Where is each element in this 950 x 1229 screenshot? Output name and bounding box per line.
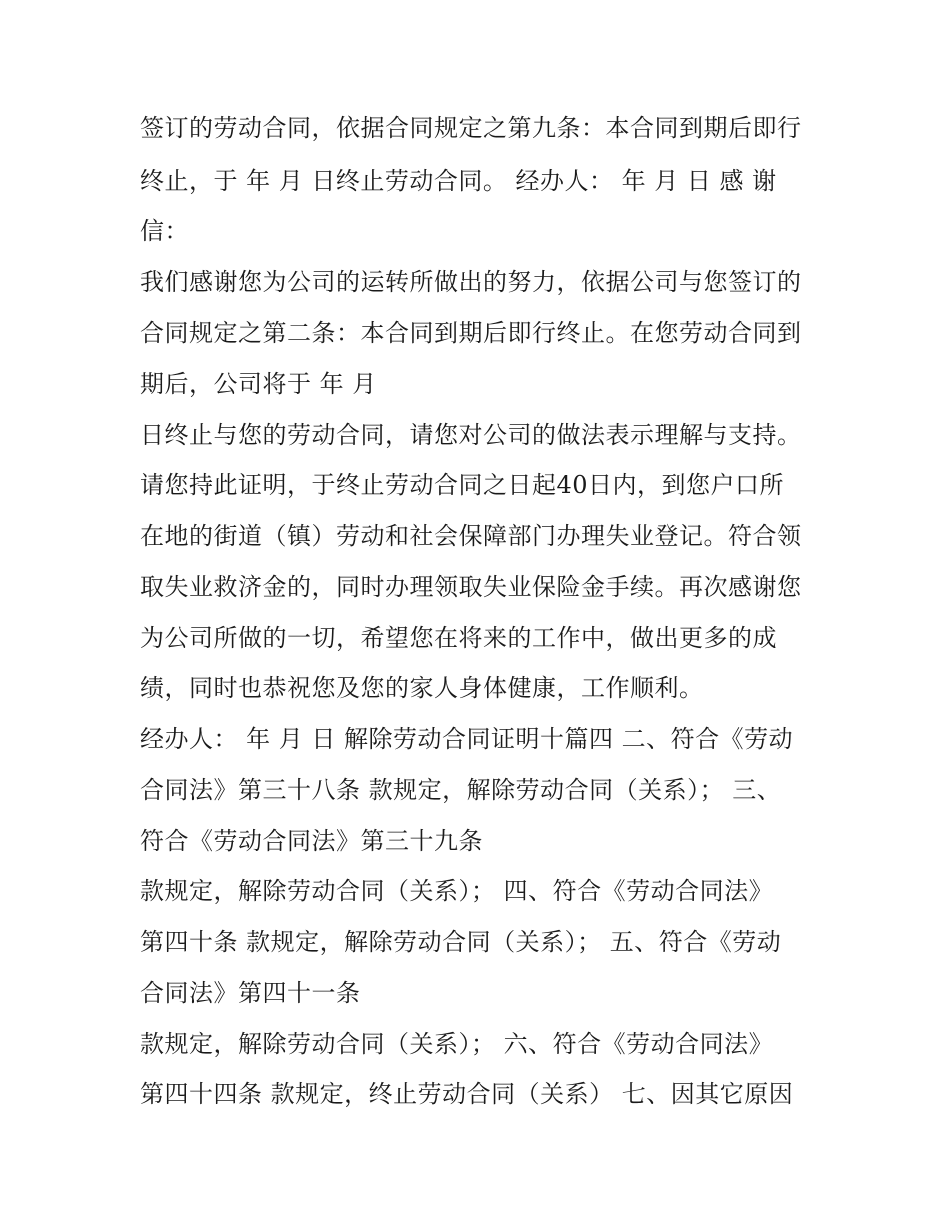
text-line: 期后，公司将于 年 月 <box>140 370 377 398</box>
text-line: 为公司所做的一切，希望您在将来的工作中，做出更多的成 <box>140 624 777 652</box>
text-line: 合同规定之第二条：本合同到期后即行终止。在您劳动合同到 <box>140 319 802 347</box>
text-line: 终止，于 年 月 日终止劳动合同。 经办人： 年 月 日 感 谢 <box>140 167 777 195</box>
text-line: 签订的劳动合同，依据合同规定之第九条：本合同到期后即行 <box>140 114 802 142</box>
text-line: 款规定，解除劳动合同（关系）； 四、符合《劳动合同法》 <box>140 877 774 905</box>
text-line: 日终止与您的劳动合同，请您对公司的做法表示理解与支持。 <box>140 421 802 449</box>
text-line: 绩，同时也恭祝您及您的家人身体健康，工作顺利。 <box>140 674 704 702</box>
text-line: 在地的街道（镇）劳动和社会保障部门办理失业登记。符合领 <box>140 522 802 550</box>
text-line: 信： <box>140 217 189 245</box>
text-line: 符合《劳动合同法》第三十九条 <box>140 827 483 855</box>
text-line: 第四十条 款规定，解除劳动合同（关系）； 五、符合《劳动 <box>140 928 782 956</box>
text-line: 取失业救济金的，同时办理领取失业保险金手续。再次感谢您 <box>140 573 802 601</box>
text-line: 合同法》第四十一条 <box>140 979 361 1007</box>
text-line: 第四十四条 款规定，终止劳动合同（关系） 七、因其它原因 <box>140 1080 794 1108</box>
text-line: 请您持此证明，于终止劳动合同之日起40日内，到您户口所 <box>140 471 785 499</box>
text-line: 合同法》第三十八条 款规定，解除劳动合同（关系）； 三、 <box>140 776 782 804</box>
text-line: 我们感谢您为公司的运转所做出的努力，依据公司与您签订的 <box>140 268 802 296</box>
text-line: 款规定，解除劳动合同（关系）； 六、符合《劳动合同法》 <box>140 1030 774 1058</box>
text-line: 经办人： 年 月 日 解除劳动合同证明十篇四 二、符合《劳动 <box>140 725 794 753</box>
